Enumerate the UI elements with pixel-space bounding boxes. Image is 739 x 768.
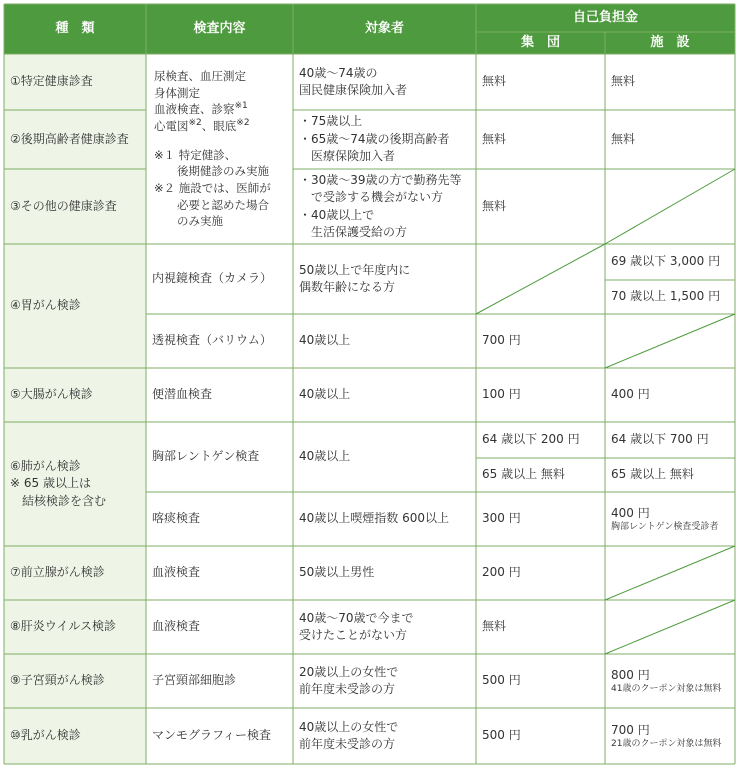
group-cost-2: 無料 xyxy=(476,110,605,169)
facility-cost-7a: 64 歳以下 700 円 xyxy=(605,422,735,458)
target-11: 20歳以上の女性で 前年度未受診の方 xyxy=(293,654,476,708)
group-cost-9: 200 円 xyxy=(476,546,605,600)
type-label-7: ⑦前立腺がん検診 xyxy=(4,546,146,600)
type-label-4: ④胃がん検診 xyxy=(4,244,146,368)
facility-cost-1: 無料 xyxy=(605,54,735,110)
target-8: 40歳以上喫煙指数 600以上 xyxy=(293,492,476,546)
facility-cost-12-value: 700 円 xyxy=(611,722,650,737)
header-facility: 施 設 xyxy=(605,32,735,54)
group-cost-11: 500 円 xyxy=(476,654,605,708)
target-10: 40歳～70歳で今まで 受けたことがない方 xyxy=(293,600,476,654)
content-line-2: 身体測定 xyxy=(154,85,200,100)
content-endoscopy: 内視鏡検査（カメラ） xyxy=(146,244,293,314)
group-cost-6: 100 円 xyxy=(476,368,605,422)
header-cost: 自己負担金 xyxy=(476,4,735,32)
type-label-2: ②後期高齢者健康診査 xyxy=(4,110,146,169)
content-line-1: 尿検査、血圧測定 xyxy=(154,68,246,83)
group-cost-3: 無料 xyxy=(476,169,605,244)
target-12: 40歳以上の女性で 前年度未受診の方 xyxy=(293,708,476,764)
facility-cost-4a: 69 歳以下 3,000 円 xyxy=(605,244,735,280)
type-label-3: ③その他の健康診査 xyxy=(4,169,146,244)
group-cost-10: 無料 xyxy=(476,600,605,654)
header-content: 検査内容 xyxy=(146,4,293,54)
content-note-1: ※１ 特定健診、 後期健診のみ実施 xyxy=(154,147,269,179)
group-cost-12: 500 円 xyxy=(476,708,605,764)
content-sputum: 喀痰検査 xyxy=(146,492,293,546)
type-label-10: ⑩乳がん検診 xyxy=(4,708,146,764)
facility-cost-7b: 65 歳以上 無料 xyxy=(605,458,735,492)
facility-cost-11-note: 41歳のクーポン対象は無料 xyxy=(611,684,722,695)
content-11: 子宮頸部細胞診 xyxy=(146,654,293,708)
header-group: 集 団 xyxy=(476,32,605,54)
content-6: 便潜血検査 xyxy=(146,368,293,422)
facility-cost-12 xyxy=(605,708,735,764)
type-label-8: ⑧肝炎ウイルス検診 xyxy=(4,600,146,654)
target-4: 50歳以上で年度内に 偶数年齢になる方 xyxy=(293,244,476,314)
group-cost-8: 300 円 xyxy=(476,492,605,546)
facility-cost-8-value: 400 円 xyxy=(611,505,650,520)
content-12: マンモグラフィー検査 xyxy=(146,708,293,764)
facility-cost-8 xyxy=(605,492,735,546)
facility-cost-4b: 70 歳以上 1,500 円 xyxy=(605,280,735,314)
facility-cost-6: 400 円 xyxy=(605,368,735,422)
facility-cost-11-value: 800 円 xyxy=(611,667,650,682)
type-label-5: ⑤大腸がん検診 xyxy=(4,368,146,422)
content-line-3: 血液検査、診察$^{※1}$ xyxy=(154,101,248,117)
content-9: 血液検査 xyxy=(146,546,293,600)
content-10: 血液検査 xyxy=(146,600,293,654)
facility-cost-11 xyxy=(605,654,735,708)
target-5: 40歳以上 xyxy=(293,314,476,368)
target-7: 40歳以上 xyxy=(293,422,476,492)
target-9: 50歳以上男性 xyxy=(293,546,476,600)
header-target: 対象者 xyxy=(293,4,476,54)
type-label-6: ⑥肺がん検診 ※ 65 歳以上は 結核検診を含む xyxy=(4,422,146,546)
type-label-1: ①特定健康診査 xyxy=(4,54,146,110)
facility-cost-12-note: 21歳のクーポン対象は無料 xyxy=(611,739,722,750)
header-type: 種 類 xyxy=(4,4,146,54)
group-cost-7a: 64 歳以下 200 円 xyxy=(476,422,605,458)
target-6: 40歳以上 xyxy=(293,368,476,422)
target-2: ・75歳以上 ・65歳～74歳の後期高齢者 医療保険加入者 xyxy=(293,110,476,169)
group-cost-1: 無料 xyxy=(476,54,605,110)
target-3: ・30歳～39歳の方で勤務先等 で受診する機会がない方 ・40歳以上で 生活保護受給の方 xyxy=(293,169,476,244)
facility-cost-2: 無料 xyxy=(605,110,735,169)
content-line-4: 心電図$^{※2}$、眼底$^{※2}$ xyxy=(154,118,250,133)
group-cost-5: 700 円 xyxy=(476,314,605,368)
type-label-9: ⑨子宮頸がん検診 xyxy=(4,654,146,708)
group-cost-7b: 65 歳以上 無料 xyxy=(476,458,605,492)
target-1: 40歳～74歳の 国民健康保険加入者 xyxy=(293,54,476,110)
shared-content xyxy=(146,54,293,244)
facility-cost-8-note: 胸部レントゲン検査受診者 xyxy=(611,522,719,533)
content-barium: 透視検査（バリウム） xyxy=(146,314,293,368)
content-note-2: ※２ 施設では、医師が 必要と認めた場合 のみ実施 xyxy=(154,181,271,229)
content-xray: 胸部レントゲン検査 xyxy=(146,422,293,492)
